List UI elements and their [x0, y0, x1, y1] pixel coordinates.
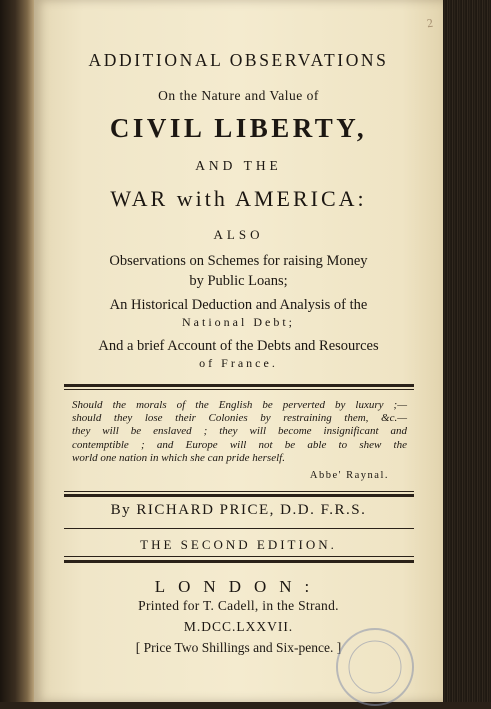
- imprint-year: M.DCC.LXXVII.: [183, 619, 294, 634]
- title-line-brief-account: And a brief Account of the Debts and Resources: [98, 338, 379, 354]
- quote-line: they will be enslaved ; they will become insignificant and: [72, 425, 407, 438]
- quote-line: contemptible ; and Europe will not be able to shew the: [72, 438, 407, 451]
- imprint-price: [ Price Two Shillings and Six-pence. ]: [135, 640, 342, 655]
- title-line-national-debt: National Debt;: [182, 315, 295, 329]
- library-stamp: [336, 628, 414, 706]
- rule-above-quote: [64, 384, 414, 387]
- page-edges-right: [443, 0, 491, 702]
- title-line-also: ALSO: [213, 227, 264, 242]
- rule-above-author: [64, 491, 414, 492]
- book-spine-left: [0, 0, 34, 702]
- title-line-observations-schemes: Observations on Schemes for raising Money: [109, 253, 368, 269]
- title-line-and-the: AND THE: [195, 158, 282, 173]
- title-line-nature-value: On the Nature and Value of: [158, 88, 319, 103]
- title-line-historical-deduction: An Historical Deduction and Analysis of the: [109, 297, 368, 313]
- quote-line: should they lose their Colonies by restraining them, &c.—: [72, 412, 407, 425]
- imprint-printer: Printed for T. Cadell, in the Strand.: [138, 598, 339, 613]
- library-stamp-icon: [338, 630, 412, 704]
- quote-line: Should the morals of the English be perverted by luxury ;—: [72, 399, 407, 411]
- epigraph-quote: [72, 399, 407, 465]
- title-line-public-loans: by Public Loans;: [189, 273, 288, 289]
- imprint-place: LONDON:: [154, 577, 323, 596]
- title-page: [34, 0, 443, 702]
- edition-line: THE SECOND EDITION.: [140, 537, 337, 552]
- title-line-france: of France.: [199, 356, 278, 370]
- rule-below-edition-thick: [64, 560, 414, 563]
- shelfmark-note: 2: [425, 15, 434, 31]
- title-line-additional-observations: ADDITIONAL OBSERVATIONS: [88, 50, 389, 70]
- rule-above-quote-thin: [64, 389, 414, 390]
- rule-above-author-thick: [64, 494, 414, 497]
- quote-line: world one nation in which she can pride herself.: [72, 451, 285, 464]
- title-line-war-america: WAR with AMERICA:: [110, 186, 367, 211]
- title-line-civil-liberty: CIVIL LIBERTY,: [109, 113, 368, 143]
- rule-below-edition: [64, 556, 414, 557]
- quote-attribution: Abbe' Raynal.: [309, 470, 389, 481]
- rule-above-edition: [64, 528, 414, 529]
- author-line: By RICHARD PRICE, D.D. F.R.S.: [110, 502, 367, 518]
